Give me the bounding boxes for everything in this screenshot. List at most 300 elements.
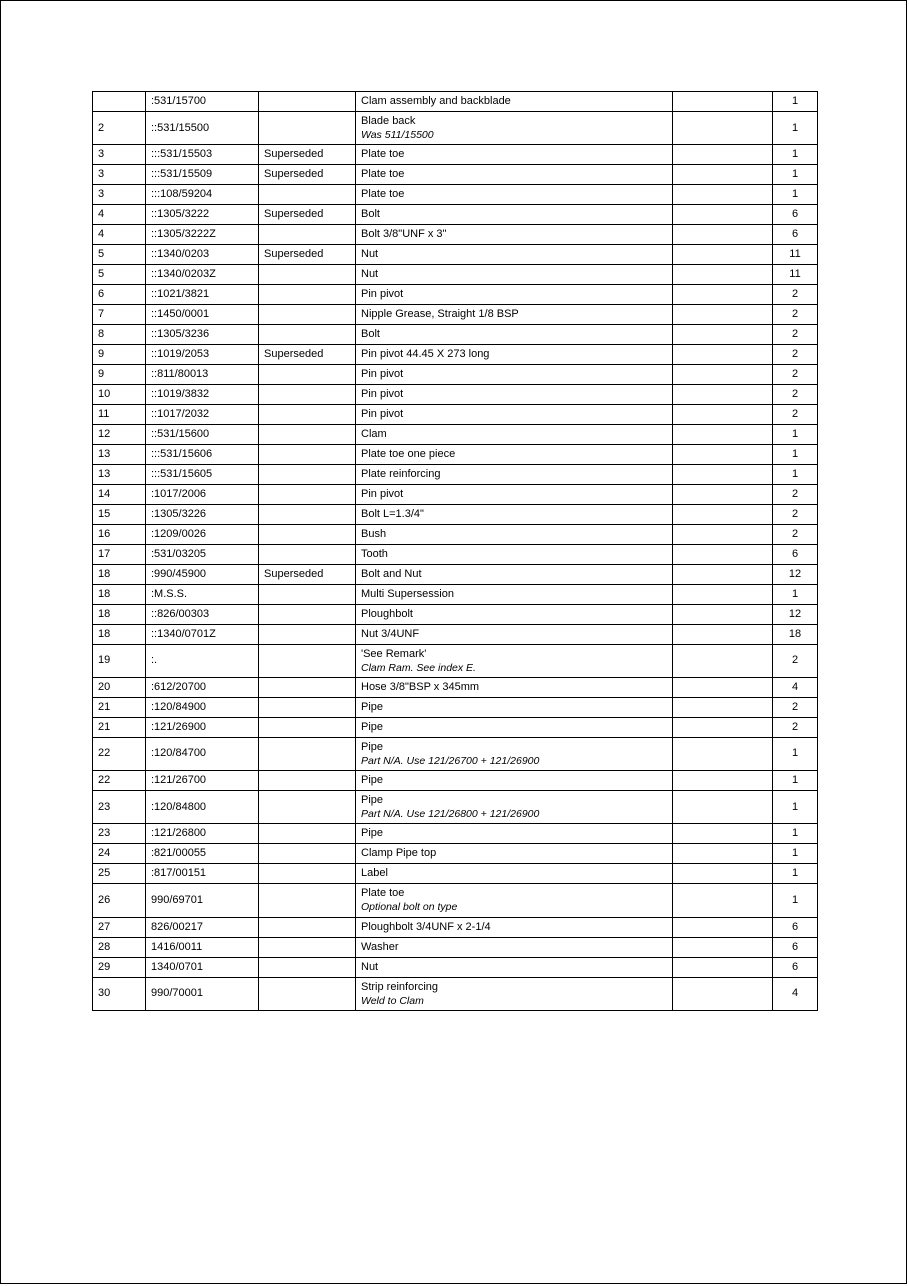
row-description-cell [356, 564, 673, 584]
row-index-cell: 18 [93, 604, 146, 624]
row-quantity-cell: 6 [773, 917, 818, 937]
description-text: Blade back [361, 114, 416, 127]
row-status-cell [259, 504, 356, 524]
table-row [93, 864, 818, 884]
row-status-cell [259, 644, 356, 677]
row-spare-cell [673, 624, 773, 644]
row-quantity-cell: 1 [773, 824, 818, 844]
row-part-number-cell: ::826/00303 [146, 604, 259, 624]
row-index-cell: 18 [93, 624, 146, 644]
parts-table [92, 91, 818, 1011]
row-quantity-cell: 2 [773, 384, 818, 404]
description-text: Pipe [361, 700, 384, 713]
row-part-number-cell: :::531/15605 [146, 464, 259, 484]
row-description-cell [356, 404, 673, 424]
row-spare-cell [673, 697, 773, 717]
row-quantity-cell: 1 [773, 771, 818, 791]
description-text: Clam [361, 427, 387, 440]
row-index-cell: 12 [93, 424, 146, 444]
row-index-cell: 4 [93, 225, 146, 245]
row-status-cell [259, 584, 356, 604]
row-index-cell: 17 [93, 544, 146, 564]
row-part-number-cell: ::531/15500 [146, 111, 259, 144]
description-note: Weld to Clam [361, 994, 424, 1007]
row-description-cell [356, 604, 673, 624]
row-spare-cell [673, 424, 773, 444]
row-part-number-cell: :531/03205 [146, 544, 259, 564]
table-row [93, 111, 818, 144]
row-quantity-cell: 12 [773, 604, 818, 624]
row-part-number-cell: 826/00217 [146, 917, 259, 937]
row-spare-cell [673, 644, 773, 677]
row-quantity-cell: 1 [773, 884, 818, 917]
row-description-cell [356, 544, 673, 564]
row-index-cell: 26 [93, 884, 146, 917]
row-status-cell [259, 325, 356, 345]
table-row [93, 737, 818, 770]
row-status-cell [259, 524, 356, 544]
row-index-cell: 9 [93, 345, 146, 365]
row-spare-cell [673, 384, 773, 404]
row-status-cell [259, 305, 356, 325]
description-text: Nut [361, 960, 379, 973]
row-spare-cell [673, 345, 773, 365]
row-part-number-cell: ::1340/0203 [146, 245, 259, 265]
row-quantity-cell: 2 [773, 345, 818, 365]
row-description-cell [356, 977, 673, 1010]
description-text: Tooth [361, 547, 388, 560]
row-part-number-cell: :817/00151 [146, 864, 259, 884]
row-status-cell [259, 844, 356, 864]
row-spare-cell [673, 604, 773, 624]
row-spare-cell [673, 884, 773, 917]
row-description-cell [356, 424, 673, 444]
row-quantity-cell: 2 [773, 285, 818, 305]
row-part-number-cell: :120/84900 [146, 697, 259, 717]
row-description-cell [356, 524, 673, 544]
row-index-cell: 15 [93, 504, 146, 524]
row-index-cell: 16 [93, 524, 146, 544]
row-status-cell [259, 111, 356, 144]
row-index-cell: 3 [93, 185, 146, 205]
row-quantity-cell: 1 [773, 737, 818, 770]
description-text: Clam assembly and backblade [361, 95, 511, 107]
row-description-cell [356, 737, 673, 770]
row-quantity-cell: 1 [773, 165, 818, 185]
row-spare-cell [673, 245, 773, 265]
row-status-cell [259, 604, 356, 624]
description-text: Bolt [361, 328, 380, 341]
table-row [93, 697, 818, 717]
row-part-number-cell: ::1450/0001 [146, 305, 259, 325]
row-quantity-cell: 2 [773, 484, 818, 504]
row-description-cell [356, 864, 673, 884]
row-description-cell [356, 697, 673, 717]
row-spare-cell [673, 484, 773, 504]
table-row [93, 165, 818, 185]
row-part-number-cell: 1416/0011 [146, 937, 259, 957]
row-part-number-cell: :821/00055 [146, 844, 259, 864]
parts-table-container [92, 91, 817, 1011]
row-status-cell [259, 917, 356, 937]
row-quantity-cell: 6 [773, 205, 818, 225]
description-note: Optional bolt on type [361, 901, 458, 914]
row-description-cell [356, 771, 673, 791]
row-spare-cell [673, 584, 773, 604]
row-quantity-cell: 2 [773, 524, 818, 544]
row-quantity-cell: 6 [773, 937, 818, 957]
row-description-cell [356, 957, 673, 977]
row-spare-cell [673, 265, 773, 285]
row-index-cell: 19 [93, 644, 146, 677]
table-row [93, 644, 818, 677]
row-description-cell [356, 92, 673, 112]
row-index-cell: 18 [93, 564, 146, 584]
table-row [93, 404, 818, 424]
row-description-cell [356, 504, 673, 524]
description-text: Pipe [361, 740, 384, 753]
row-part-number-cell: 990/69701 [146, 884, 259, 917]
row-spare-cell [673, 464, 773, 484]
table-row [93, 205, 818, 225]
row-spare-cell [673, 864, 773, 884]
row-spare-cell [673, 364, 773, 384]
row-status-cell [259, 225, 356, 245]
row-spare-cell [673, 544, 773, 564]
description-text: Pin pivot [361, 367, 404, 380]
row-status-cell: Superseded [259, 205, 356, 225]
table-row [93, 92, 818, 112]
row-index-cell: 5 [93, 265, 146, 285]
row-part-number-cell: ::1305/3236 [146, 325, 259, 345]
row-part-number-cell: ::1019/2053 [146, 345, 259, 365]
row-index-cell: 13 [93, 464, 146, 484]
description-text: Bolt L=1.3/4" [361, 507, 424, 520]
row-description-cell [356, 717, 673, 737]
table-row [93, 717, 818, 737]
row-spare-cell [673, 844, 773, 864]
row-quantity-cell: 2 [773, 364, 818, 384]
row-description-cell [356, 285, 673, 305]
row-description-cell [356, 305, 673, 325]
description-text: Ploughbolt [361, 607, 413, 620]
row-spare-cell [673, 444, 773, 464]
row-description-cell [356, 145, 673, 165]
row-quantity-cell: 1 [773, 145, 818, 165]
table-row [93, 464, 818, 484]
row-index-cell: 4 [93, 205, 146, 225]
row-description-cell [356, 917, 673, 937]
description-text: Pin pivot [361, 407, 404, 420]
row-status-cell [259, 697, 356, 717]
row-quantity-cell: 18 [773, 624, 818, 644]
row-description-cell [356, 584, 673, 604]
description-text: Bolt [361, 208, 380, 221]
row-part-number-cell: ::1019/3832 [146, 384, 259, 404]
row-part-number-cell: :::531/15503 [146, 145, 259, 165]
row-quantity-cell: 1 [773, 864, 818, 884]
row-description-cell [356, 325, 673, 345]
row-spare-cell [673, 504, 773, 524]
row-quantity-cell: 1 [773, 424, 818, 444]
description-text: Washer [361, 940, 399, 953]
row-description-cell [356, 644, 673, 677]
description-text: Pipe [361, 774, 384, 787]
row-quantity-cell: 2 [773, 504, 818, 524]
table-row [93, 937, 818, 957]
row-quantity-cell: 2 [773, 305, 818, 325]
row-description-cell [356, 345, 673, 365]
row-spare-cell [673, 185, 773, 205]
table-row [93, 285, 818, 305]
row-spare-cell [673, 917, 773, 937]
table-row [93, 444, 818, 464]
row-part-number-cell: 1340/0701 [146, 957, 259, 977]
row-index-cell: 20 [93, 677, 146, 697]
row-index-cell: 13 [93, 444, 146, 464]
row-part-number-cell: ::1305/3222 [146, 205, 259, 225]
row-status-cell [259, 484, 356, 504]
description-text: Multi Supersession [361, 587, 454, 600]
row-spare-cell [673, 791, 773, 824]
row-spare-cell [673, 524, 773, 544]
row-description-cell [356, 185, 673, 205]
row-index-cell: 21 [93, 717, 146, 737]
row-part-number-cell: ::1340/0203Z [146, 265, 259, 285]
table-row [93, 185, 818, 205]
row-quantity-cell: 1 [773, 111, 818, 144]
row-spare-cell [673, 717, 773, 737]
table-row [93, 225, 818, 245]
description-note: Part N/A. Use 121/26800 + 121/26900 [361, 808, 540, 821]
row-index-cell: 14 [93, 484, 146, 504]
table-row [93, 584, 818, 604]
row-quantity-cell: 6 [773, 957, 818, 977]
row-description-cell [356, 884, 673, 917]
table-row [93, 145, 818, 165]
description-text: Nut [361, 268, 379, 281]
row-part-number-cell: :M.S.S. [146, 584, 259, 604]
row-index-cell: 23 [93, 791, 146, 824]
table-row [93, 824, 818, 844]
row-status-cell [259, 624, 356, 644]
row-quantity-cell: 2 [773, 697, 818, 717]
row-status-cell [259, 937, 356, 957]
row-part-number-cell: :1305/3226 [146, 504, 259, 524]
row-quantity-cell: 1 [773, 444, 818, 464]
row-quantity-cell: 12 [773, 564, 818, 584]
row-description-cell [356, 165, 673, 185]
table-row [93, 544, 818, 564]
table-row [93, 484, 818, 504]
row-description-cell [356, 937, 673, 957]
row-quantity-cell: 11 [773, 265, 818, 285]
row-status-cell [259, 384, 356, 404]
table-row [93, 305, 818, 325]
row-status-cell [259, 977, 356, 1010]
row-status-cell [259, 464, 356, 484]
row-part-number-cell: ::1017/2032 [146, 404, 259, 424]
row-part-number-cell: ::531/15600 [146, 424, 259, 444]
description-text: Pipe [361, 720, 384, 733]
row-spare-cell [673, 325, 773, 345]
description-text: Nipple Grease, Straight 1/8 BSP [361, 308, 519, 321]
row-index-cell: 23 [93, 824, 146, 844]
row-status-cell: Superseded [259, 145, 356, 165]
row-index-cell: 24 [93, 844, 146, 864]
row-index-cell [93, 92, 146, 112]
description-text: Plate toe [361, 188, 405, 201]
row-spare-cell [673, 937, 773, 957]
row-part-number-cell: :1209/0026 [146, 524, 259, 544]
row-quantity-cell: 6 [773, 544, 818, 564]
description-text: Plate reinforcing [361, 467, 441, 480]
table-row [93, 977, 818, 1010]
description-text: Bolt 3/8"UNF x 3" [361, 228, 447, 241]
description-text: Pipe [361, 827, 384, 840]
row-quantity-cell: 1 [773, 92, 818, 112]
description-note: Part N/A. Use 121/26700 + 121/26900 [361, 754, 540, 767]
row-status-cell [259, 884, 356, 917]
row-status-cell [259, 677, 356, 697]
row-quantity-cell: 1 [773, 584, 818, 604]
table-row [93, 325, 818, 345]
row-quantity-cell: 4 [773, 677, 818, 697]
row-spare-cell [673, 92, 773, 112]
row-description-cell [356, 444, 673, 464]
row-part-number-cell: 990/70001 [146, 977, 259, 1010]
row-spare-cell [673, 404, 773, 424]
row-description-cell [356, 384, 673, 404]
description-text: 'See Remark' [361, 647, 427, 660]
description-text: Pin pivot [361, 387, 404, 400]
row-part-number-cell: :1017/2006 [146, 484, 259, 504]
row-index-cell: 9 [93, 364, 146, 384]
table-row [93, 624, 818, 644]
row-part-number-cell: :612/20700 [146, 677, 259, 697]
row-spare-cell [673, 824, 773, 844]
row-quantity-cell: 11 [773, 245, 818, 265]
description-text: Clamp Pipe top [361, 847, 437, 860]
row-description-cell [356, 844, 673, 864]
description-text: Pin pivot [361, 487, 404, 500]
table-row [93, 245, 818, 265]
row-spare-cell [673, 165, 773, 185]
row-index-cell: 3 [93, 145, 146, 165]
row-index-cell: 11 [93, 404, 146, 424]
row-part-number-cell: :121/26900 [146, 717, 259, 737]
row-quantity-cell: 1 [773, 185, 818, 205]
row-status-cell [259, 424, 356, 444]
description-text: Hose 3/8"BSP x 345mm [361, 680, 480, 693]
row-part-number-cell: :120/84700 [146, 737, 259, 770]
row-status-cell: Superseded [259, 165, 356, 185]
row-status-cell: Superseded [259, 564, 356, 584]
row-quantity-cell: 2 [773, 644, 818, 677]
row-description-cell [356, 205, 673, 225]
row-part-number-cell: :::531/15606 [146, 444, 259, 464]
description-text: Bush [361, 527, 387, 540]
row-status-cell: Superseded [259, 345, 356, 365]
description-text: Strip reinforcing [361, 980, 439, 993]
row-part-number-cell: :990/45900 [146, 564, 259, 584]
description-text: Plate toe [361, 148, 405, 161]
row-index-cell: 30 [93, 977, 146, 1010]
row-quantity-cell: 2 [773, 717, 818, 737]
table-row [93, 957, 818, 977]
row-part-number-cell: :120/84800 [146, 791, 259, 824]
table-row [93, 424, 818, 444]
row-description-cell [356, 464, 673, 484]
table-row [93, 364, 818, 384]
row-description-cell [356, 484, 673, 504]
table-row [93, 771, 818, 791]
row-part-number-cell: :531/15700 [146, 92, 259, 112]
description-text: Plate toe [361, 887, 405, 900]
row-spare-cell [673, 305, 773, 325]
row-spare-cell [673, 957, 773, 977]
row-quantity-cell: 2 [773, 325, 818, 345]
row-description-cell [356, 245, 673, 265]
row-index-cell: 7 [93, 305, 146, 325]
row-spare-cell [673, 977, 773, 1010]
row-status-cell [259, 265, 356, 285]
row-status-cell [259, 957, 356, 977]
table-row [93, 504, 818, 524]
row-status-cell: Superseded [259, 245, 356, 265]
description-text: Label [361, 867, 388, 880]
row-index-cell: 18 [93, 584, 146, 604]
row-description-cell [356, 791, 673, 824]
table-row [93, 791, 818, 824]
row-status-cell [259, 92, 356, 112]
description-text: Nut 3/4UNF [361, 627, 420, 640]
row-status-cell [259, 717, 356, 737]
row-status-cell [259, 185, 356, 205]
row-part-number-cell: :. [146, 644, 259, 677]
table-row [93, 677, 818, 697]
row-quantity-cell: 4 [773, 977, 818, 1010]
row-status-cell [259, 285, 356, 305]
table-row [93, 884, 818, 917]
row-spare-cell [673, 677, 773, 697]
row-index-cell: 25 [93, 864, 146, 884]
row-index-cell: 29 [93, 957, 146, 977]
row-part-number-cell: :::531/15509 [146, 165, 259, 185]
row-description-cell [356, 677, 673, 697]
row-part-number-cell: :::108/59204 [146, 185, 259, 205]
row-spare-cell [673, 145, 773, 165]
description-text: Plate toe [361, 168, 405, 181]
row-description-cell [356, 624, 673, 644]
row-spare-cell [673, 564, 773, 584]
row-index-cell: 2 [93, 111, 146, 144]
row-part-number-cell: ::1340/0701Z [146, 624, 259, 644]
row-spare-cell [673, 285, 773, 305]
row-description-cell [356, 225, 673, 245]
row-quantity-cell: 6 [773, 225, 818, 245]
row-quantity-cell: 2 [773, 404, 818, 424]
row-part-number-cell: ::1305/3222Z [146, 225, 259, 245]
description-note: Was 511/15500 [361, 128, 434, 141]
row-status-cell [259, 364, 356, 384]
row-index-cell: 5 [93, 245, 146, 265]
row-status-cell [259, 824, 356, 844]
row-status-cell [259, 444, 356, 464]
row-quantity-cell: 1 [773, 791, 818, 824]
row-quantity-cell: 1 [773, 464, 818, 484]
row-index-cell: 21 [93, 697, 146, 717]
